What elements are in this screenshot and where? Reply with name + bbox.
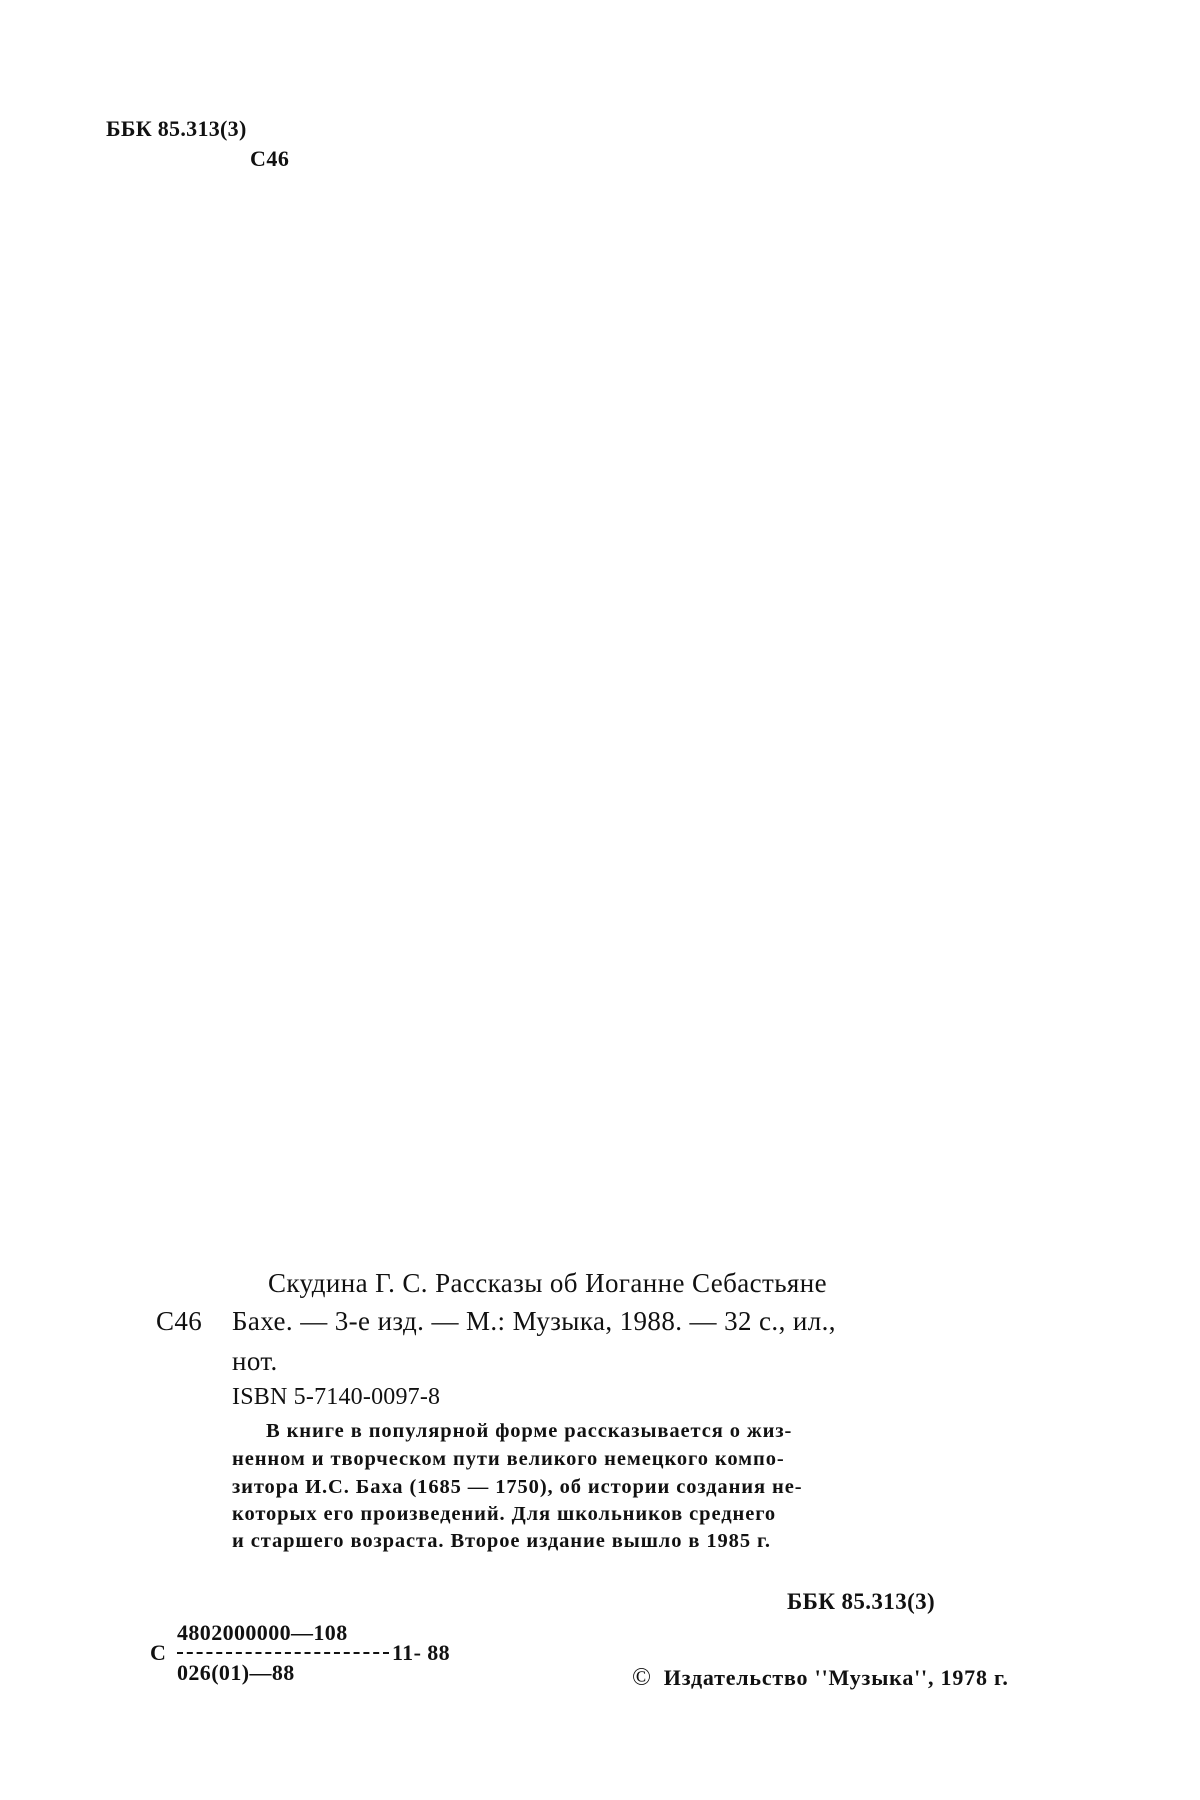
annotation-line: зитора И.С. Баха (1685 — 1750), об истории создания не- (232, 1476, 803, 1498)
publisher-index-suffix: 11- 88 (392, 1640, 451, 1665)
annotation-line: и старшего возраста. Второе издание вышло в 1985 г. (232, 1530, 771, 1552)
catalog-author-code: С46 (156, 1306, 203, 1336)
copyright-notice (632, 1664, 1009, 1692)
publisher-index-numerator: 4802000000—108 (177, 1620, 348, 1645)
annotation-line: которых его произведений. Для школьников среднего (232, 1503, 777, 1525)
catalog-entry-line-3: нот. (232, 1346, 278, 1376)
copyright-icon: © (632, 1664, 652, 1691)
bbk-classification-bottom: ББК 85.313(3) (787, 1589, 936, 1614)
publisher-index-letter: С (150, 1640, 167, 1665)
publisher-index-denominator: 026(01)—88 (177, 1660, 295, 1685)
copyright-text: Издательство ''Музыка'', 1978 г. (663, 1665, 1009, 1690)
isbn: ISBN 5-7140-0097-8 (232, 1384, 441, 1410)
catalog-entry-line-2: Бахе. — 3-е изд. — М.: Музыка, 1988. — 32 с., ил., (232, 1306, 836, 1336)
bbk-classification-top: ББК 85.313(3) (106, 116, 247, 141)
author-code-top: С46 (250, 146, 290, 171)
annotation-line: ненном и творческом пути великого немецкого компо- (232, 1448, 785, 1470)
annotation-line: В книге в популярной форме рассказывается о жиз- (266, 1420, 793, 1442)
catalog-entry-line-1: Скудина Г. С. Рассказы об Иоганне Себастьяне (268, 1268, 827, 1298)
publisher-index-fraction-line (177, 1652, 389, 1654)
